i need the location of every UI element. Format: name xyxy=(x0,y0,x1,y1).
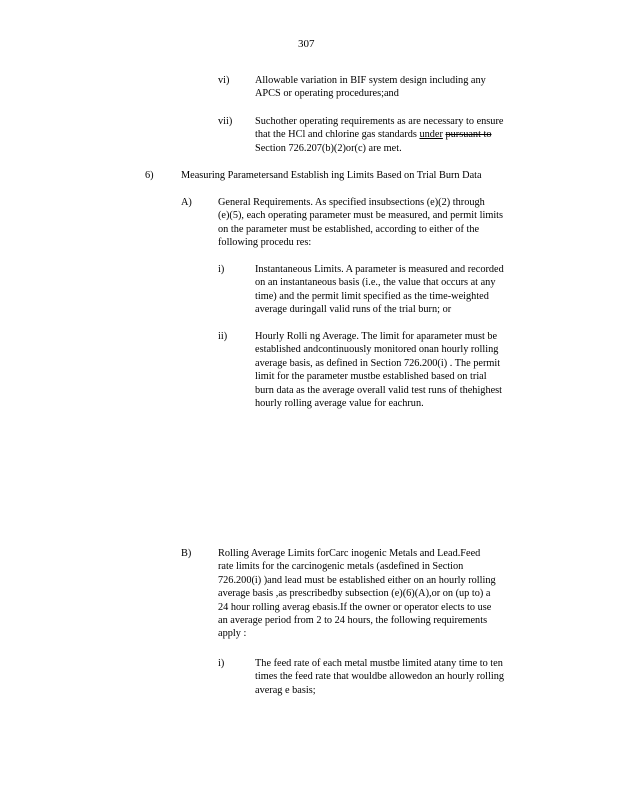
text-line: average duringall valid runs of the trial burn; or xyxy=(255,304,452,316)
text-line: Allowable variation in BIF system design including any xyxy=(255,75,486,86)
text-line: 24 hour rolling averag ebasis.If the owner or operator elects to use xyxy=(218,601,492,613)
text-line: (e)(5), each operating parameter must be measured, and permit limits xyxy=(218,210,504,222)
text-line: time) and the permit limit specified as the time-weighted xyxy=(255,290,489,302)
item-vi-label: vi) xyxy=(218,75,230,86)
text-line: Rolling Average Limits forCarc inogenic Metals and Lead.Feed xyxy=(218,548,481,559)
deleted-text: pursuant to xyxy=(445,129,492,141)
text-line: Suchother operating requirements as are necessary to ensure xyxy=(255,116,504,127)
text-line: times the feed rate that wouldbe allowedon an hourly rolling xyxy=(255,671,505,683)
item-b-i-label: i) xyxy=(218,658,225,669)
text-line: limit for the parameter mustbe established based on trial xyxy=(255,371,487,383)
subsection-b-text xyxy=(218,547,540,641)
section-6-label: 6) xyxy=(145,170,154,181)
item-a-ii-text xyxy=(255,330,540,410)
subsection-a-label: A) xyxy=(181,197,192,208)
text-line: on the parameter must be established, according to either of the xyxy=(218,223,480,235)
text-line: averag e basis; xyxy=(255,684,316,696)
text-line: The feed rate of each metal mustbe limited atany time to ten xyxy=(255,658,503,669)
text-line: established andcontinuously monitored onan hourly rolling xyxy=(255,344,499,356)
section-6-heading xyxy=(181,169,526,182)
item-vii-label: vii) xyxy=(218,116,233,127)
text-line: burn data as the average overall valid test runs of thehighest xyxy=(255,384,503,396)
item-b-i-text xyxy=(255,657,540,697)
text-line: 726.200(i) )and lead must be established either on an hourly rolling xyxy=(218,574,496,586)
text-line: Hourly Rolli ng Average. The limit for aparameter must be xyxy=(255,331,498,342)
text-line: on an instantaneous basis (i.e., the value that occurs at any xyxy=(255,277,496,289)
text-line: apply : xyxy=(218,628,247,640)
item-a-ii-label: ii) xyxy=(218,331,228,342)
heading-line: Measuring Parametersand Establish ing Limits Based on Trial Burn Data xyxy=(181,170,482,181)
text-line: hourly rolling average value for eachrun. xyxy=(255,398,424,410)
text-line: rate limits for the carcinogenic metals (asdefined in Section xyxy=(218,561,464,573)
subsection-b-label: B) xyxy=(181,548,192,559)
text-run: that the HCl and chlorine gas standards xyxy=(255,129,420,141)
inserted-text: under xyxy=(419,129,443,141)
item-vii-text xyxy=(255,115,540,155)
text-line: average basis ,as prescribedby subsection (e)(6)(A),or on (up to) a xyxy=(218,588,491,600)
item-a-i-label: i) xyxy=(218,264,225,275)
text-line: average basis, as defined in Section 726.200(i) . The permit xyxy=(255,357,501,369)
text-line: Section 726.207(b)(2)or(c) are met. xyxy=(255,142,402,154)
text-line: an average period from 2 to 24 hours, the following requirements xyxy=(218,615,488,627)
item-vi-text xyxy=(255,74,517,101)
text-line: following procedu res: xyxy=(218,237,312,249)
text-line xyxy=(255,128,540,141)
page-number: 307 xyxy=(298,38,315,50)
item-a-i-text xyxy=(255,263,540,317)
text-line: APCS or operating procedures;and xyxy=(255,88,399,100)
text-line: General Requirements. As specified insubsections (e)(2) through xyxy=(218,197,485,208)
text-line: Instantaneous Limits. A parameter is measured and recorded xyxy=(255,264,504,275)
subsection-a-text xyxy=(218,196,548,250)
